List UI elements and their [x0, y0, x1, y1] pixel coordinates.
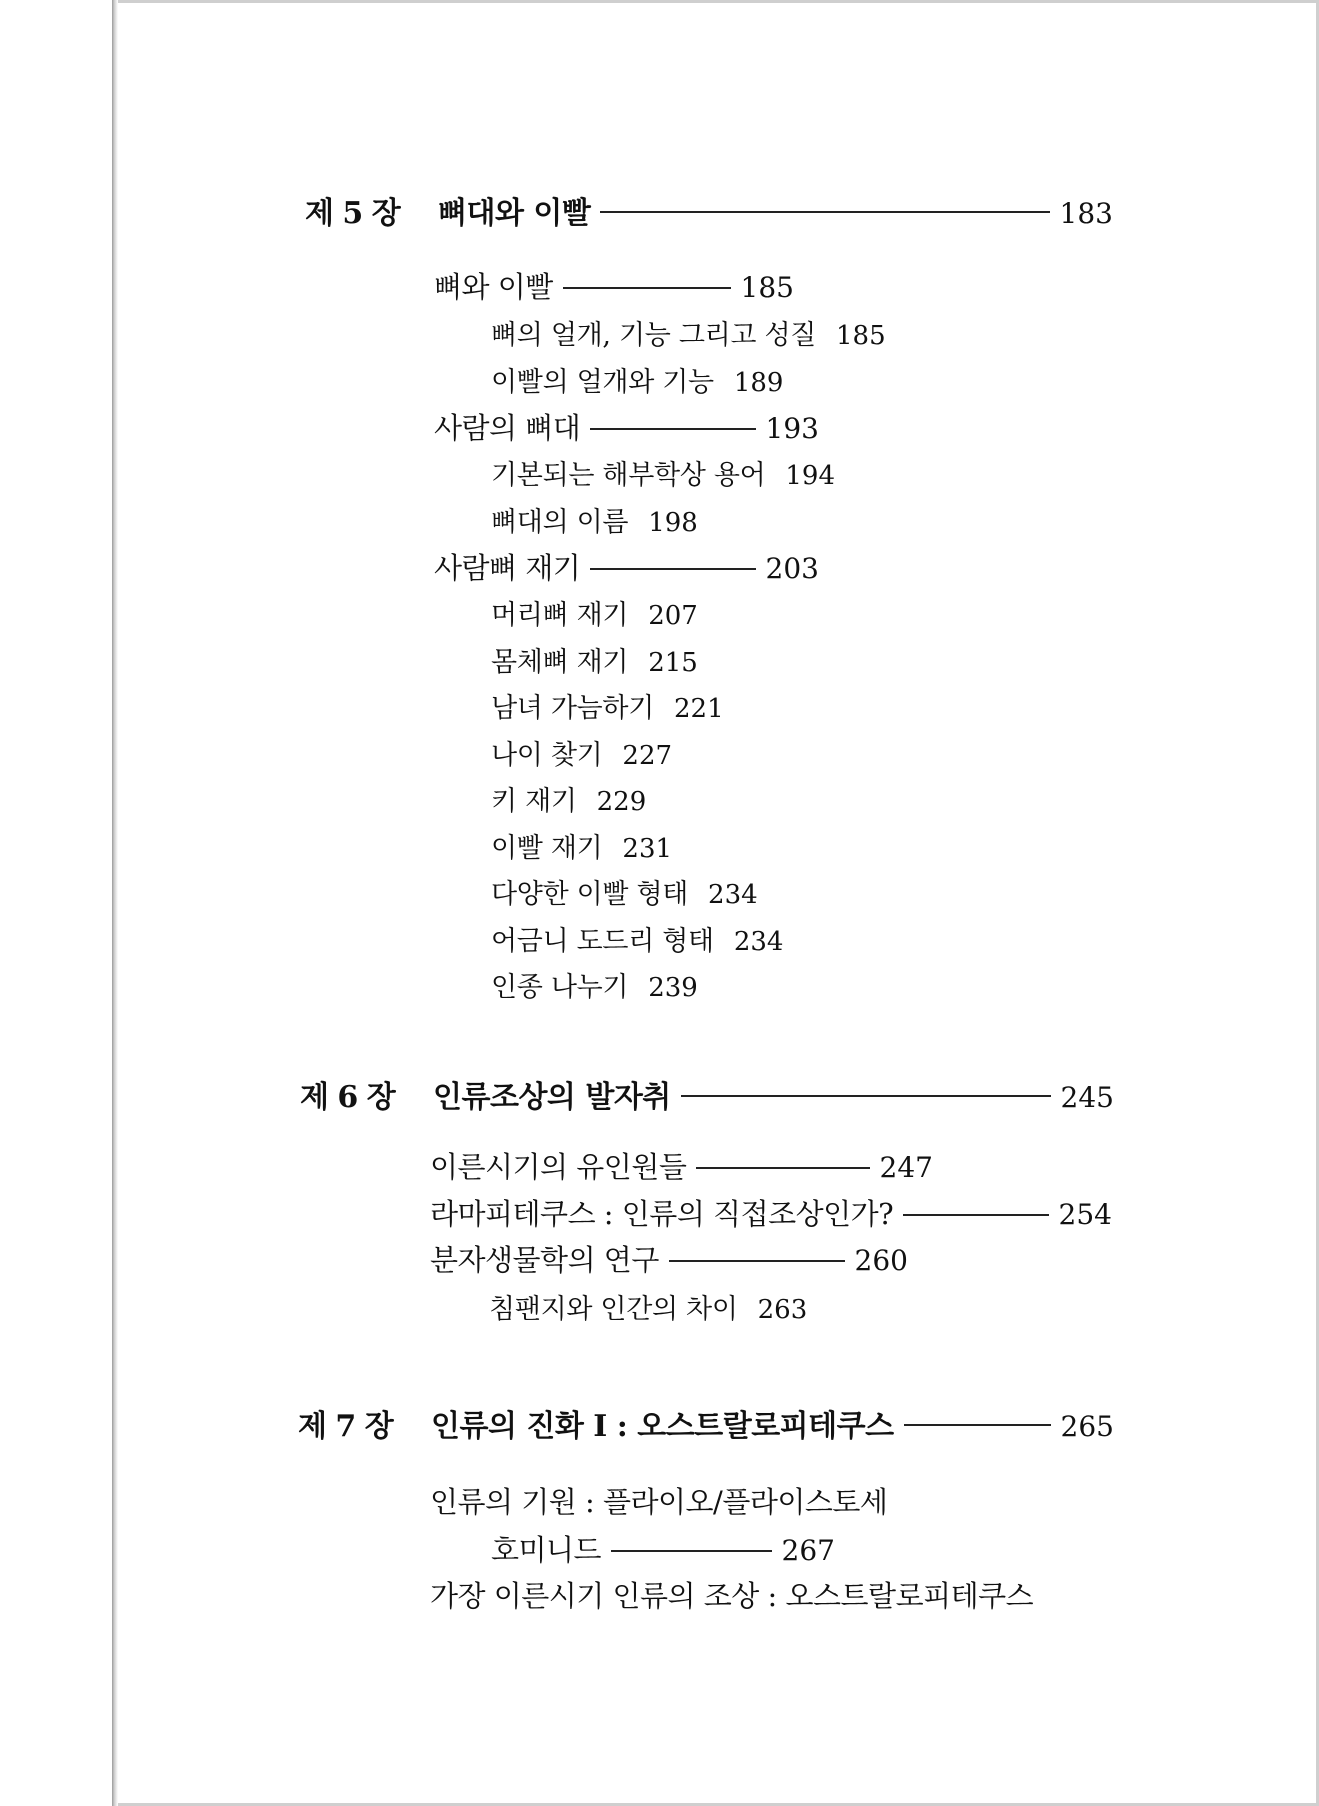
page-number: 231: [622, 834, 673, 864]
section-title: 분자생물학의 연구: [430, 1243, 659, 1277]
dot-leader: [696, 1167, 869, 1169]
chapter-heading[interactable]: [298, 1401, 1114, 1445]
page-number: 221: [673, 694, 724, 724]
subsection-title: 몸체뼈 재기: [491, 647, 629, 678]
page-number: 185: [836, 321, 886, 351]
subsection-entry[interactable]: [491, 965, 698, 1004]
subsection-title: 어금니 도드리 형태: [491, 926, 714, 957]
dot-leader: [611, 1550, 771, 1552]
subsection-entry[interactable]: [491, 453, 835, 492]
section-entry[interactable]: [430, 1238, 908, 1279]
section-title: 사람의 뼈대: [434, 411, 581, 445]
section-title: 호미니드: [491, 1533, 602, 1567]
subsection-title: 인종 나누기: [491, 972, 629, 1003]
page-number: 189: [733, 368, 784, 398]
page-number: 247: [879, 1151, 933, 1184]
chapter-heading[interactable]: [300, 1072, 1114, 1116]
subsection-entry[interactable]: [491, 779, 646, 818]
section-entry[interactable]: [434, 546, 819, 587]
subsection-entry[interactable]: [491, 733, 672, 772]
dot-leader: [563, 287, 731, 289]
chapter-title: 인류의 진화 Ⅰ : 오스트랄로피테쿠스: [431, 1409, 894, 1444]
section-title: 라마피테쿠스 : 인류의 직접조상인가?: [430, 1197, 894, 1231]
dot-leader: [590, 428, 755, 430]
subsection-title: 뼈의 얼개, 기능 그리고 성질: [491, 320, 817, 351]
subsection-title: 남녀 가늠하기: [491, 693, 654, 724]
section-entry[interactable]: [434, 265, 794, 306]
section-entry[interactable]: [430, 1480, 887, 1521]
page-number: 265: [1060, 1410, 1114, 1443]
section-title: 이른시기의 유인원들: [430, 1150, 687, 1184]
chapter-label: 제 7 장: [298, 1409, 393, 1444]
page-number: 254: [1058, 1198, 1112, 1231]
page-number: 234: [708, 880, 758, 910]
chapter-heading[interactable]: [305, 188, 1113, 232]
dot-leader: [669, 1260, 845, 1262]
subsection-entry[interactable]: [491, 872, 758, 911]
section-entry[interactable]: [430, 1192, 1112, 1233]
page-number: 215: [648, 648, 698, 678]
subsection-entry[interactable]: [491, 500, 698, 539]
subsection-entry[interactable]: [491, 919, 783, 958]
section-title: 가장 이른시기 인류의 조상 : 오스트랄로피테쿠스: [430, 1579, 1034, 1613]
subsection-title: 기본되는 해부학상 용어: [491, 460, 766, 491]
page-number: 263: [757, 1295, 808, 1325]
chapter-title: 인류조상의 발자취: [433, 1080, 671, 1115]
section-entry[interactable]: [434, 406, 819, 447]
subsection-title: 침팬지와 인간의 차이: [489, 1294, 738, 1325]
page-number: 267: [781, 1534, 835, 1567]
page-number: 183: [1059, 197, 1113, 230]
dot-leader: [590, 568, 755, 570]
subsection-entry[interactable]: [491, 593, 698, 632]
page-number: 229: [596, 787, 647, 817]
page-number: 194: [785, 461, 836, 491]
subsection-entry[interactable]: [491, 826, 672, 865]
subsection-title: 머리뼈 재기: [491, 600, 629, 631]
subsection-title: 키 재기: [491, 786, 577, 817]
chapter-label: 제 5 장: [305, 196, 400, 231]
subsection-title: 나이 찾기: [491, 740, 603, 771]
subsection-entry[interactable]: [489, 1287, 807, 1326]
page-number: 193: [765, 412, 819, 445]
dot-leader: [681, 1095, 1051, 1097]
section-title: 사람뼈 재기: [434, 551, 581, 585]
section-entry[interactable]: [491, 1528, 835, 1569]
dot-leader: [903, 1214, 1048, 1216]
section-entry[interactable]: [430, 1574, 1033, 1615]
section-title: 뼈와 이빨: [434, 270, 553, 304]
subsection-entry[interactable]: [491, 686, 724, 725]
chapter-label: 제 6 장: [300, 1080, 395, 1115]
chapter-title: 뼈대와 이빨: [438, 196, 591, 231]
page-number: 227: [622, 741, 673, 771]
dot-leader: [904, 1424, 1051, 1426]
dot-leader: [600, 211, 1049, 213]
page-number: 207: [648, 601, 698, 631]
subsection-title: 이빨의 얼개와 기능: [491, 367, 714, 398]
section-title: 인류의 기원 : 플라이오/플라이스토세: [430, 1485, 888, 1519]
page-number: 245: [1060, 1081, 1114, 1114]
subsection-entry[interactable]: [491, 313, 886, 352]
subsection-title: 뼈대의 이름: [491, 507, 629, 538]
section-entry[interactable]: [430, 1145, 933, 1186]
page-number: 260: [854, 1244, 908, 1277]
page-number: 203: [765, 552, 819, 585]
subsection-title: 다양한 이빨 형태: [491, 879, 689, 910]
page-number: 234: [733, 927, 784, 957]
subsection-entry[interactable]: [491, 640, 698, 679]
page-number: 198: [648, 508, 698, 538]
page-number: 239: [648, 973, 698, 1003]
page-number: 185: [740, 271, 794, 304]
subsection-entry[interactable]: [491, 360, 783, 399]
subsection-title: 이빨 재기: [491, 833, 603, 864]
